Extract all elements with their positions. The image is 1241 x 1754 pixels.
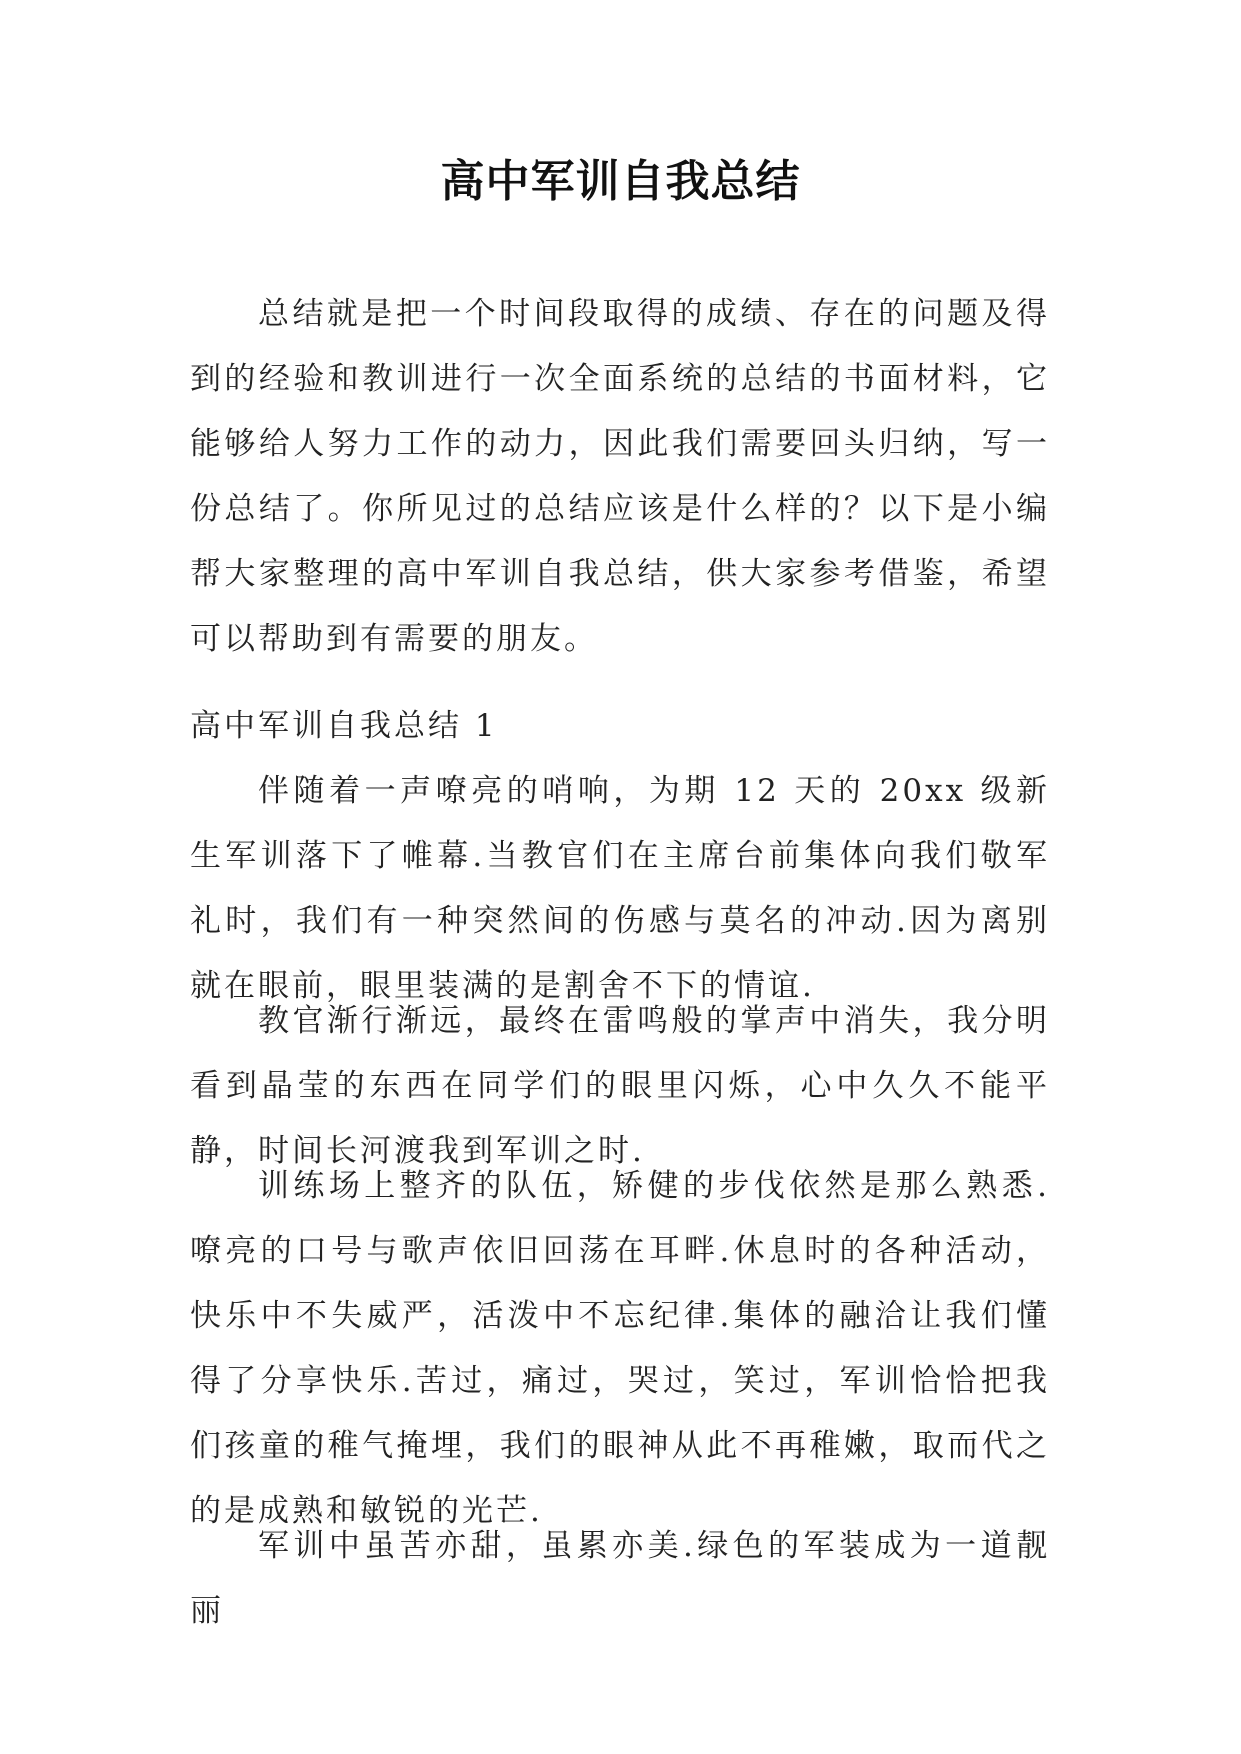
- body-paragraph-4: 军训中虽苦亦甜，虽累亦美.绿色的军装成为一道靓丽: [190, 1528, 1050, 1629]
- page-title: 高中军训自我总结: [440, 156, 801, 207]
- body-paragraph-1: 伴随着一声嘹亮的哨响，为期 12 天的 20xx 级新生军训落下了帷幕.当教官们在主席台前集体向我们敬军礼时，我们有一种突然间的伤感与莫名的冲动.因为离别就在眼前，眼里装满的是割舍不下的情谊.: [190, 773, 1050, 1004]
- body-paragraph-3: 训练场上整齐的队伍，矫健的步伐依然是那么熟悉.嘹亮的口号与歌声依旧回荡在耳畔.休息时的各种活动，快乐中不失威严，活泼中不忘纪律.集体的融洽让我们懂得了分享快乐.苦过，痛过，哭过，笑过，军训恰恰把我们孩童的稚气掩埋，我们的眼神从此不再稚嫩，取而代之的是成熟和敏锐的光芒.: [190, 1168, 1050, 1529]
- intro-paragraph: 总结就是把一个时间段取得的成绩、存在的问题及得到的经验和教训进行一次全面系统的总结的书面材料，它能够给人努力工作的动力，因此我们需要回头归纳，写一份总结了。你所见过的总结应该是什么样的？以下是小编帮大家整理的高中军训自我总结，供大家参考借鉴，希望可以帮助到有需要的朋友。: [190, 296, 1050, 657]
- body-paragraph-2: 教官渐行渐远，最终在雷鸣般的掌声中消失，我分明看到晶莹的东西在同学们的眼里闪烁，心中久久不能平静，时间长河渡我到军训之时.: [190, 1003, 1050, 1169]
- section-heading: 高中军训自我总结 1: [190, 708, 498, 744]
